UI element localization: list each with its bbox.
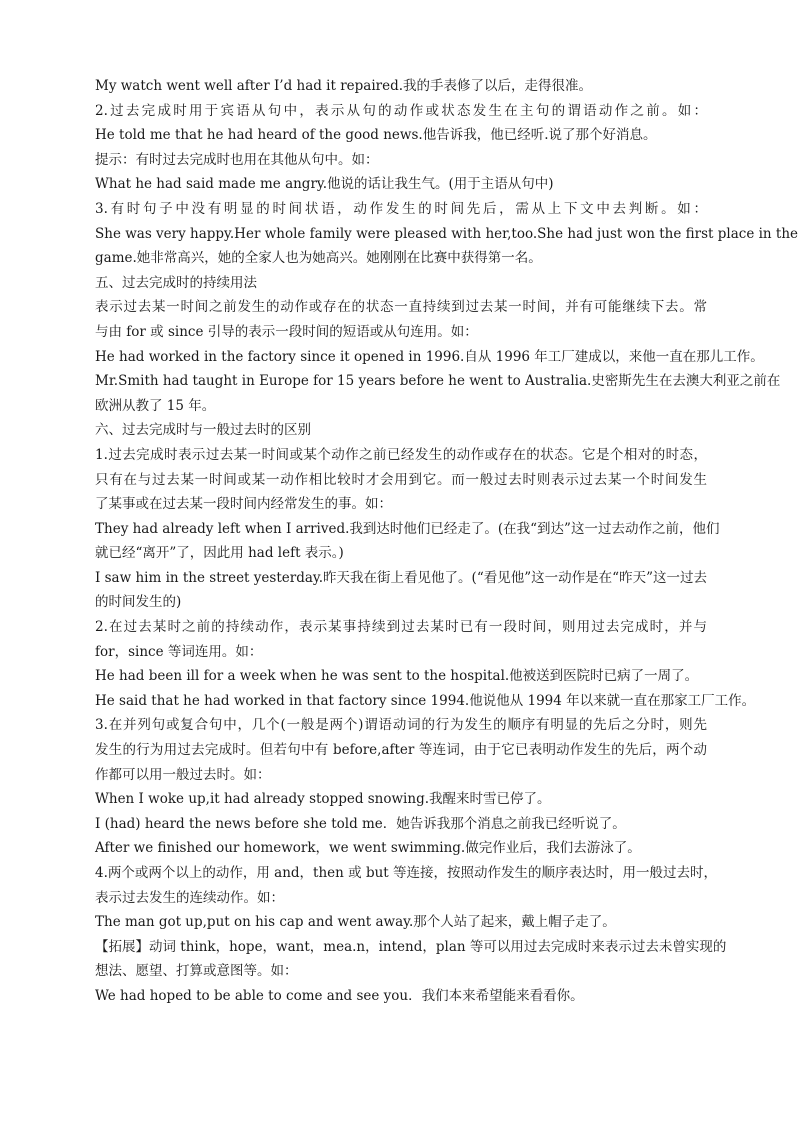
- text-line: 的时间发生的): [95, 594, 182, 611]
- text-line: 欧洲从教了 15 年。: [95, 397, 216, 414]
- text-line: He said that he had worked in that factory since 1994.他说他从 1994 年以来就一直在那家工厂工作。: [95, 692, 756, 709]
- text-line: 就已经“离开”了，因此用 had left 表示。): [95, 545, 344, 562]
- text-line: 1.过去完成时表示过去某一时间或某个动作之前已经发生的动作或存在的状态。它是个相对的时态，: [95, 446, 707, 463]
- section-heading: 五、过去完成时的持续用法: [95, 274, 257, 291]
- document-body: [95, 74, 799, 1009]
- text-line: Mr.Smith had taught in Europe for 15 years before he went to Australia.史密斯先生在去澳大利亚之前在: [95, 373, 781, 390]
- text-line: 2.过去完成时用于宾语从句中，表示从句的动作或状态发生在主句的谓语动作之前。如：: [95, 102, 707, 119]
- text-line: 提示：有时过去完成时也用在其他从句中。如：: [95, 151, 379, 168]
- text-line: 发生的行为用过去完成时。但若句中有 before,after 等连词，由于它已表明动作发生的先后，两个动: [95, 742, 707, 759]
- text-line: 4.两个或两个以上的动作，用 and，then 或 but 等连接，按照动作发生的顺序表达时，用一般过去时，: [95, 865, 717, 881]
- text-line: When I woke up,it had already stopped snowing.我醒来时雪已停了。: [95, 791, 551, 808]
- text-line: game.她非常高兴，她的全家人也为她高兴。她刚刚在比赛中获得第一名。: [95, 250, 542, 267]
- text-line: 了某事或在过去某一段时间内经常发生的事。如：: [95, 496, 392, 513]
- text-line: 表示过去某一时间之前发生的动作或存在的状态一直持续到过去某一时间，并有可能继续下去。常: [95, 299, 707, 316]
- text-line: 2.在过去某时之前的持续动作，表示某事持续到过去某时已有一段时间，则用过去完成时，并与: [95, 619, 707, 636]
- text-line: After we finished our homework，we went swimming.做完作业后，我们去游泳了。: [95, 840, 641, 857]
- text-line: He had been ill for a week when he was sent to the hospital.他被送到医院时已病了一周了。: [95, 668, 699, 685]
- text-line: 3.有时句子中没有明显的时间状语，动作发生的时间先后，需从上下文中去判断。如：: [95, 200, 707, 217]
- text-line: He told me that he had heard of the good news.他告诉我，他已经听.说了那个好消息。: [95, 127, 657, 144]
- text-line: She was very happy.Her whole family were pleased with her,too.She had just won the first place in the: [95, 225, 799, 242]
- text-line: 只有在与过去某一时间或某一动作相比较时才会用到它。而一般过去时则表示过去某一个时间发生: [95, 471, 707, 488]
- text-line: We had hoped to be able to come and see you．我们本来希望能来看看你。: [95, 987, 584, 1004]
- text-line: The man got up,put on his cap and went away.那个人站了起来，戴上帽子走了。: [95, 914, 616, 931]
- section-heading: 六、过去完成时与一般过去时的区别: [95, 422, 311, 439]
- text-line: 想法、愿望、打算或意图等。如：: [95, 963, 298, 980]
- text-line: 3.在并列句或复合句中，几个(一般是两个)谓语动词的行为发生的顺序有明显的先后之分时，则先: [95, 717, 707, 734]
- text-line: He had worked in the factory since it opened in 1996.自从 1996 年工厂建成以，来他一直在那儿工作。: [95, 348, 764, 365]
- text-line: What he had said made me angry.他说的话让我生气。(用于主语从句中): [95, 176, 554, 193]
- text-line: for，since 等词连用。如：: [95, 643, 263, 660]
- text-line: I (had) heard the news before she told me．她告诉我那个消息之前我已经听说了。: [95, 815, 626, 832]
- text-line: They had already left when I arrived.我到达时他们已经走了。(在我“到达”这一过去动作之前，他们: [95, 520, 720, 537]
- text-line: I saw him in the street yesterday.昨天我在街上看见他了。(“看见他”这一动作是在“昨天”这一过去: [95, 569, 707, 586]
- text-line: 与由 for 或 since 引导的表示一段时间的短语或从句连用。如：: [95, 323, 478, 340]
- text-line: 【拓展】动词 think，hope，want，mea.n，intend，plan 等可以用过去完成时来表示过去未曾实现的: [95, 938, 727, 955]
- text-line: 作都可以用一般过去时。如：: [95, 766, 271, 783]
- text-line: My watch went well after I’d had it repaired.我的手表修了以后，走得很准。: [95, 78, 593, 94]
- text-line: 表示过去发生的连续动作。如：: [95, 889, 284, 906]
